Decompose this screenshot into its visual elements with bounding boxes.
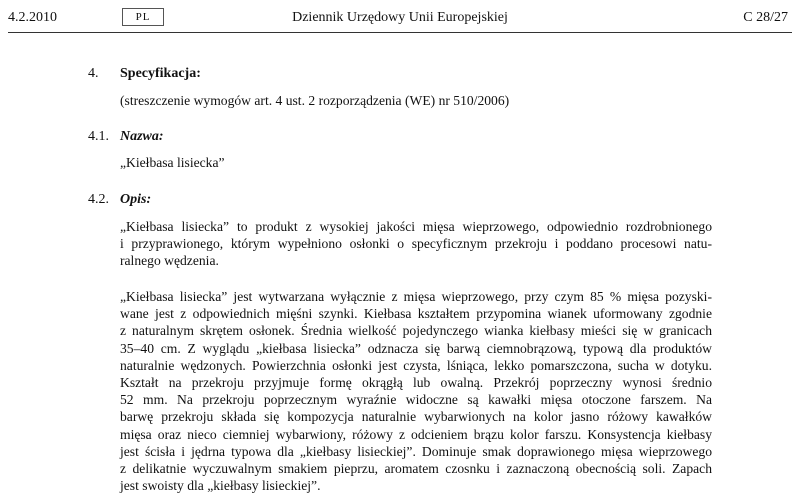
paragraph-line: „Kiełbasa lisiecka” jest wytwarzana wyłącznie z mięsa wieprzowego, przy czym 85 % mięsa pozyski- xyxy=(120,289,712,304)
journal-title: Dziennik Urzędowy Unii Europejskiej xyxy=(292,10,508,25)
section-41-value: „Kiełbasa lisiecka” xyxy=(120,155,225,170)
page-reference: C 28/27 xyxy=(743,10,788,25)
paragraph-line: z naturalnym skrętem osłonek. Średnia wielkość pojedynczego wianka kiełbasy mieści się w granicach xyxy=(120,323,712,339)
paragraph-line: wane jest z odpowiednich mięśni szynki. Kiełbasa kształtem przypomina wianek uformowany zgodnie xyxy=(120,306,712,322)
paragraph-line: 35–40 cm. Z wyglądu „kiełbasa lisiecka” odznacza się barwą ciemnobrązową, typową dla produktów xyxy=(120,340,712,356)
paragraph-line: naturalnie wędzonych. Powierzchnia osłonki jest czysta, lśniąca, lekko pomarszczona, sucha w dotyku. xyxy=(120,357,712,373)
paragraph-line: jest swoisty dla „kiełbasy lisieckiej”. xyxy=(120,478,321,494)
section-4-title: Specyfikacja: xyxy=(120,66,201,81)
paragraph-line: ralnego wędzenia. xyxy=(120,253,219,269)
paragraph-line: z delikatnie wyczuwalnym smakiem pieprzu, aromatem czosnku i zaznaczoną obecnością soli. Zapach xyxy=(120,461,712,477)
language-badge: PL xyxy=(122,8,164,26)
paragraph-line: 52 mm. Na przekroju poprzecznym wyraźnie widoczne są kawałki mięsa otoczone farszem. Na xyxy=(120,392,712,408)
page-header xyxy=(0,0,800,34)
paragraph-line: Kształt na przekroju przyjmuje formę okrągłą lub owalną. Przekrój poprzeczny wynosi średnio xyxy=(120,375,712,391)
section-41-number: 4.1. xyxy=(88,129,109,144)
paragraph-line: i przyprawionego, którym wypełniono osłonki o specyficznym przekroju i poddano procesowi natu- xyxy=(120,236,712,252)
description-paragraph-1 xyxy=(120,218,712,270)
section-41-title: Nazwa: xyxy=(120,129,164,144)
header-rule xyxy=(8,32,792,33)
paragraph-line: „Kiełbasa lisiecka” to produkt z wysokiej jakości mięsa wieprzowego, odpowiednio rozdrobnionego xyxy=(120,219,712,234)
paragraph-line: mięsa oraz nieco ciemniej wybarwiony, różowy z odcieniem brązu kolor farszu. Konsystencja kiełbasy xyxy=(120,426,712,442)
section-4-subtitle: (streszczenie wymogów art. 4 ust. 2 rozporządzenia (WE) nr 510/2006) xyxy=(120,93,510,108)
section-4-number: 4. xyxy=(88,66,99,81)
section-42-title: Opis: xyxy=(120,192,152,207)
paragraph-line: barwę przekroju składa się kompozycja naturalnie wybarwionych na kolor jasno różowy kawałków xyxy=(120,409,712,425)
description-paragraph-2 xyxy=(120,288,712,494)
header-date: 4.2.2010 xyxy=(8,10,57,25)
section-42-number: 4.2. xyxy=(88,192,109,207)
paragraph-line: jest ścisła i jędrna typowa dla „kiełbasy lisieckiej”. Dominuje smak doprawionego mięsa wieprzowego xyxy=(120,443,712,459)
